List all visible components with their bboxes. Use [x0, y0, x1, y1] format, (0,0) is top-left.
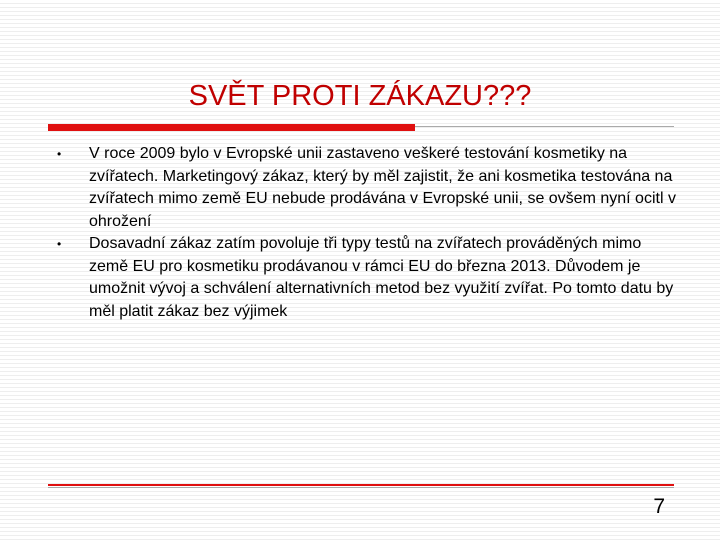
bullet-item-1	[52, 143, 677, 233]
bullet-text-1: V roce 2009 bylo v Evropské unii zastaveno veškeré testování kosmetiky na zvířatech. Marketingový zákaz, který by měl zajistit, že ani kosmetika testována na zvířatech mimo země EU nebude prodávána v Evropské unii, se ovšem nyní ocitl v ohrožení	[89, 145, 676, 230]
bullet-item-2	[52, 233, 677, 323]
slide-title: SVĚT PROTI ZÁKAZU???	[188, 80, 532, 112]
bullet-icon: •	[57, 237, 62, 251]
bullet-list	[52, 143, 677, 323]
footer-rule-thin	[48, 487, 674, 488]
footer-rule-accent	[48, 484, 674, 486]
bullet-text-2: Dosavadní zákaz zatím povoluje tři typy testů na zvířatech prováděných mimo země EU pro kosmetiku prodávanou v rámci EU do března 2013. Důvodem je umožnit vývoj a schválení alternativních metod bez využití zvířat. Po tomto datu by měl platit zákaz bez výjimek	[89, 235, 674, 320]
title-underline-accent	[48, 124, 415, 131]
bullet-icon: •	[57, 147, 62, 161]
page-number: 7	[653, 495, 665, 518]
